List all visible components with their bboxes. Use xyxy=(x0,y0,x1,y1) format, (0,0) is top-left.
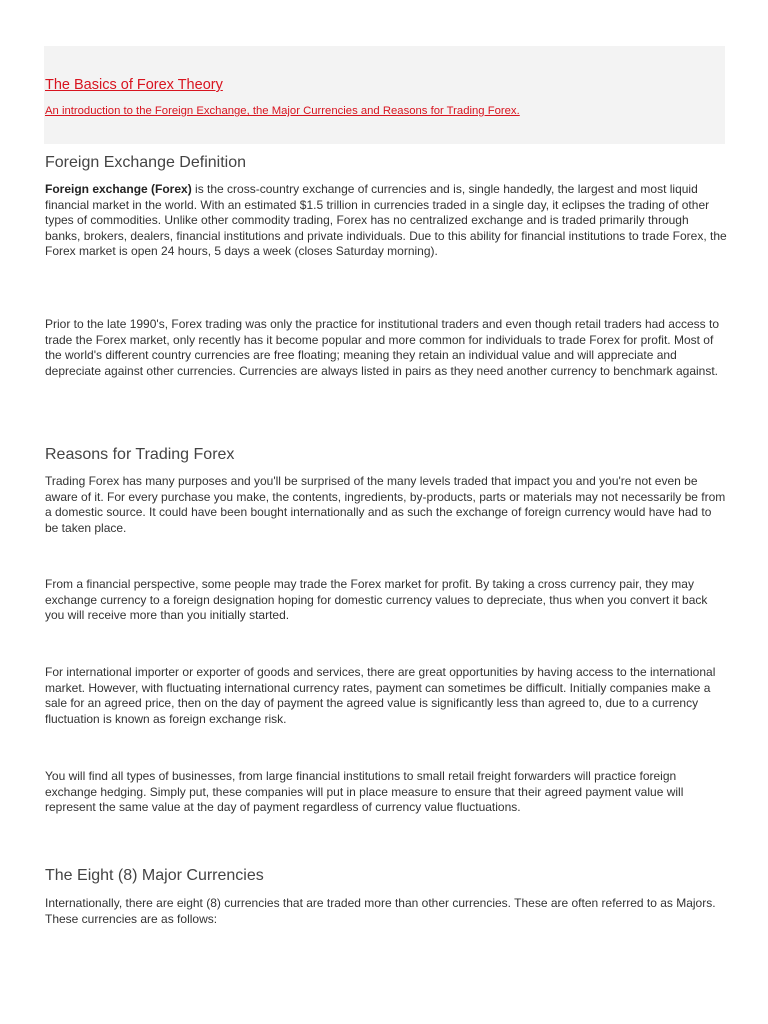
paragraph-text: is the cross-country exchange of currencies and is, single handedly, the largest and most liquid financial market in the world. With an estimated $1.5 trillion in currencies traded in a single day, it eclipses the trading of other types of commodities. Unlike other commodity trading, Forex has no centralized exchange and is traded primarily through banks, brokers, dealers, financial institutions and private individuals. Due to this ability for financial institutions to trade Forex, the Forex market is open 24 hours, 5 days a week (closes Saturday morning). xyxy=(45,182,727,258)
bold-term: Foreign exchange (Forex) xyxy=(45,182,192,196)
paragraph-reasons-intro: Trading Forex has many purposes and you'll be surprised of the many levels traded that impact you and you're not even be aware of it. For every purchase you make, the contents, ingredients, by-products, parts or materials may not necessarily be from a domestic source. It could have been bought internationally and as such the exchange of foreign currency would have had to be taken place. xyxy=(45,474,726,535)
section-heading-foreign-exchange-definition: Foreign Exchange Definition xyxy=(45,154,247,171)
paragraph-forex-history xyxy=(45,317,727,379)
document-title-link[interactable]: The Basics of Forex Theory xyxy=(45,77,223,93)
section-heading-major-currencies: The Eight (8) Major Currencies xyxy=(45,867,264,884)
paragraph-forex-definition xyxy=(45,182,727,260)
paragraph-majors-intro: Internationally, there are eight (8) currencies that are traded more than other currencies. These are often referred to as Majors. These currencies are as follows: xyxy=(45,896,716,926)
paragraph-importer-exporter: For international importer or exporter of goods and services, there are great opportunities by having access to the international market. However, with fluctuating international currency rates, payment can sometimes be difficult. Initially companies make a sale for an agreed price, then on the day of payment the agreed value is significantly less than agreed to, due to a currency fluctuation is known as foreign exchange risk. xyxy=(45,665,716,726)
paragraph-financial-perspective: From a financial perspective, some people may trade the Forex market for profit. By taking a cross currency pair, they may exchange currency to a foreign designation hoping for domestic currency values to depreciate, thus when you convert it back you will receive more than you initially started. xyxy=(45,577,708,622)
paragraph-hedging: You will find all types of businesses, from large financial institutions to small retail freight forwarders will practice foreign exchange hedging. Simply put, these companies will put in place measure to ensure that their agreed payment value will represent the same value at the day of payment regardless of currency value fluctuations. xyxy=(45,769,684,814)
document-subtitle-link[interactable]: An introduction to the Foreign Exchange, the Major Currencies and Reasons for Trading Forex. xyxy=(45,105,520,117)
section-heading-reasons-for-trading: Reasons for Trading Forex xyxy=(45,446,235,463)
paragraph-text: Prior to the late 1990's, Forex trading was only the practice for institutional traders and even though retail traders had access to trade the Forex market, only recently has it become popular and more common for individuals to trade Forex for profit. Most of the world's different country currencies are free floating; meaning they retain an individual value and will appreciate and depreciate against other currencies. Currencies are always listed in pairs as they need another currency to benchmark against. xyxy=(45,317,719,378)
document-page xyxy=(44,46,727,926)
header-box xyxy=(44,46,725,144)
